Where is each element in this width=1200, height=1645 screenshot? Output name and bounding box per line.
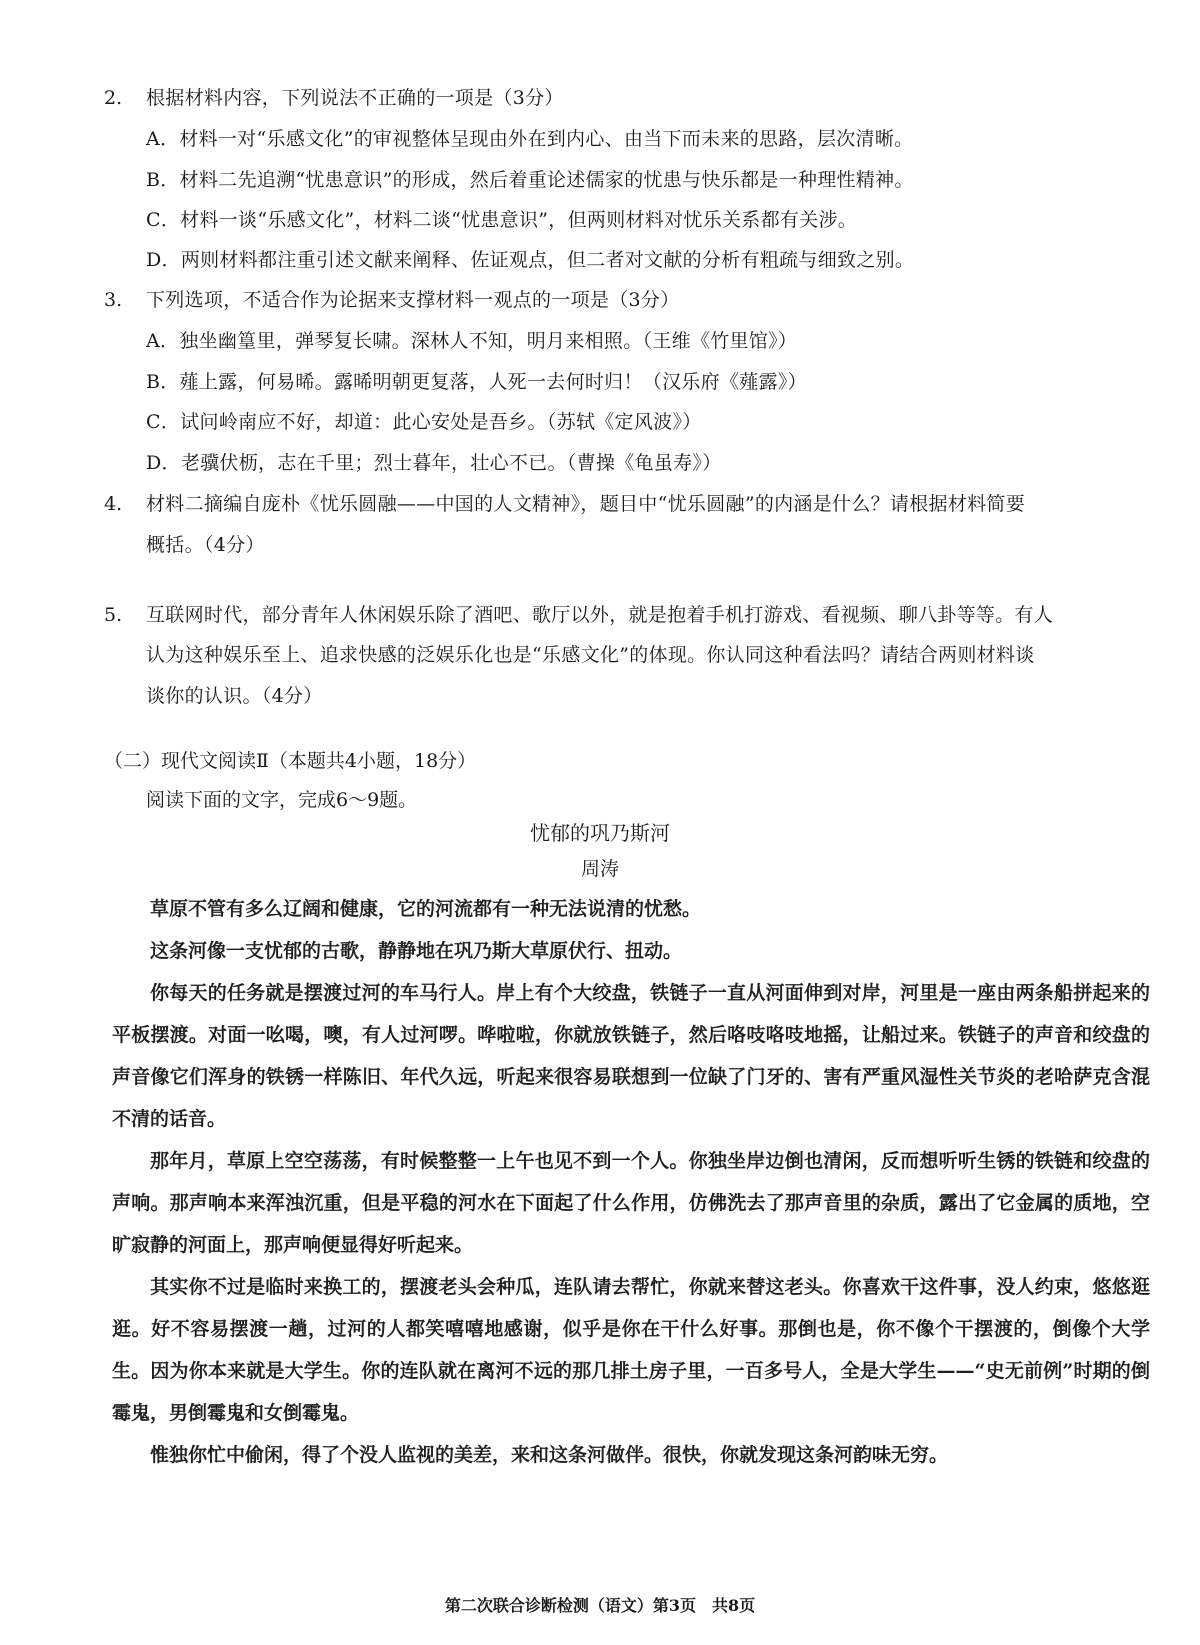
q3-stem: 下列选项，不适合作为论据来支撑材料一观点的一项是（3分） [146, 289, 680, 311]
q4-line-1: 材料二摘编自庞朴《忧乐圆融——中国的人文精神》，题目中“忧乐圆融”的内涵是什么？请根据材料简要 [146, 493, 1026, 515]
q5-line-2: 认为这种娱乐至上、追求快感的泛娱乐化也是“乐感文化”的体现。你认同这种看法吗？请结合两则材料谈 [146, 644, 1035, 666]
article-paragraph: 其实你不过是临时来换工的，摆渡老头会种瓜，连队请去帮忙，你就来替这老头。你喜欢干这件事，没人约束，悠悠逛逛。好不容易摆渡一趟，过河的人都笑嘻嘻地感谢，似乎是你在干什么好事。那倒也是，你不像个干摆渡的，倒像个大学生。因为你本来就是大学生。你的连队就在离河不远的那几排土房子里，一百多号人，全是大学生——“史无前例”时期的倒霉鬼，男倒霉鬼和女倒霉鬼。 [112, 1276, 1150, 1424]
q2-number: 2. [104, 87, 123, 109]
article-author: 周涛 [580, 858, 619, 880]
q4-line-2: 概括。（4分） [146, 534, 265, 556]
section-heading: （二）现代文阅读Ⅱ（本题共4小题，18分） [104, 750, 477, 772]
section-instruction: 阅读下面的文字，完成6～9题。 [146, 789, 418, 811]
q2-option-c: C．材料一谈“乐感文化”，材料二谈“忧患意识”，但两则材料对忧乐关系都有关涉。 [146, 209, 858, 231]
article-title: 忧郁的巩乃斯河 [530, 821, 670, 845]
q5-number: 5. [104, 604, 123, 626]
q2-stem: 根据材料内容，下列说法不正确的一项是（3分） [146, 87, 564, 109]
article-paragraph: 这条河像一支忧郁的古歌，静静地在巩乃斯大草原伏行、扭动。 [150, 940, 683, 962]
q2-option-d: D．两则材料都注重引述文献来阐释、佐证观点，但二者对文献的分析有粗疏与细致之别。 [146, 249, 915, 271]
article-paragraph: 那年月，草原上空空荡荡，有时候整整一上午也见不到一个人。你独坐岸边倒也清闲，反而想听听生锈的铁链和绞盘的声响。那声响本来浑浊沉重，但是平稳的河水在下面起了什么作用，仿佛洗去了那声音里的杂质，露出了它金属的质地，空旷寂静的河面上，那声响便显得好听起来。 [112, 1150, 1150, 1256]
article-paragraph: 草原不管有多么辽阔和健康，它的河流都有一种无法说清的忧愁。 [150, 898, 702, 920]
article-paragraph: 你每天的任务就是摆渡过河的车马行人。岸上有个大绞盘，铁链子一直从河面伸到对岸，河里是一座由两条船拼起来的平板摆渡。对面一吆喝，噢，有人过河啰。哗啦啦，你就放铁链子，然后咯吱咯吱地摇，让船过来。铁链子的声音和绞盘的声音像它们浑身的铁锈一样陈旧、年代久远，听起来很容易联想到一位缺了门牙的、害有严重风湿性关节炎的老哈萨克含混不清的话音。 [112, 982, 1150, 1130]
q2-option-a: A．材料一对“乐感文化”的审视整体呈现由外在到内心、由当下而未来的思路，层次清晰。 [146, 128, 914, 150]
q4-number: 4. [104, 493, 123, 515]
q3-option-c: C．试问岭南应不好，却道：此心安处是吾乡。（苏轼《定风波》） [146, 411, 702, 433]
q3-option-a: A．独坐幽篁里，弹琴复长啸。深林人不知，明月来相照。（王维《竹里馆》） [146, 330, 798, 352]
page-footer: 第二次联合诊断检测（语文）第3页 共8页 [444, 1596, 756, 1615]
q2-option-b: B．材料二先追溯“忧患意识”的形成，然后着重论述儒家的忧患与快乐都是一种理性精神。 [146, 169, 914, 191]
q3-option-b: B．薤上露，何易晞。露晞明朝更复落，人死一去何时归！（汉乐府《薤露》） [146, 371, 807, 393]
article-paragraph: 惟独你忙中偷闲，得了个没人监视的美差，来和这条河做伴。很快，你就发现这条河韵味无穷。 [150, 1444, 949, 1466]
q5-line-3: 谈你的认识。（4分） [146, 685, 323, 707]
q5-line-1: 互联网时代，部分青年人休闲娱乐除了酒吧、歌厅以外，就是抱着手机打游戏、看视频、聊八卦等等。有人 [146, 604, 1054, 626]
q3-number: 3. [104, 289, 123, 311]
q3-option-d: D．老骥伏枥，志在千里；烈士暮年，壮心不已。（曹操《龟虽寿》） [146, 452, 722, 474]
